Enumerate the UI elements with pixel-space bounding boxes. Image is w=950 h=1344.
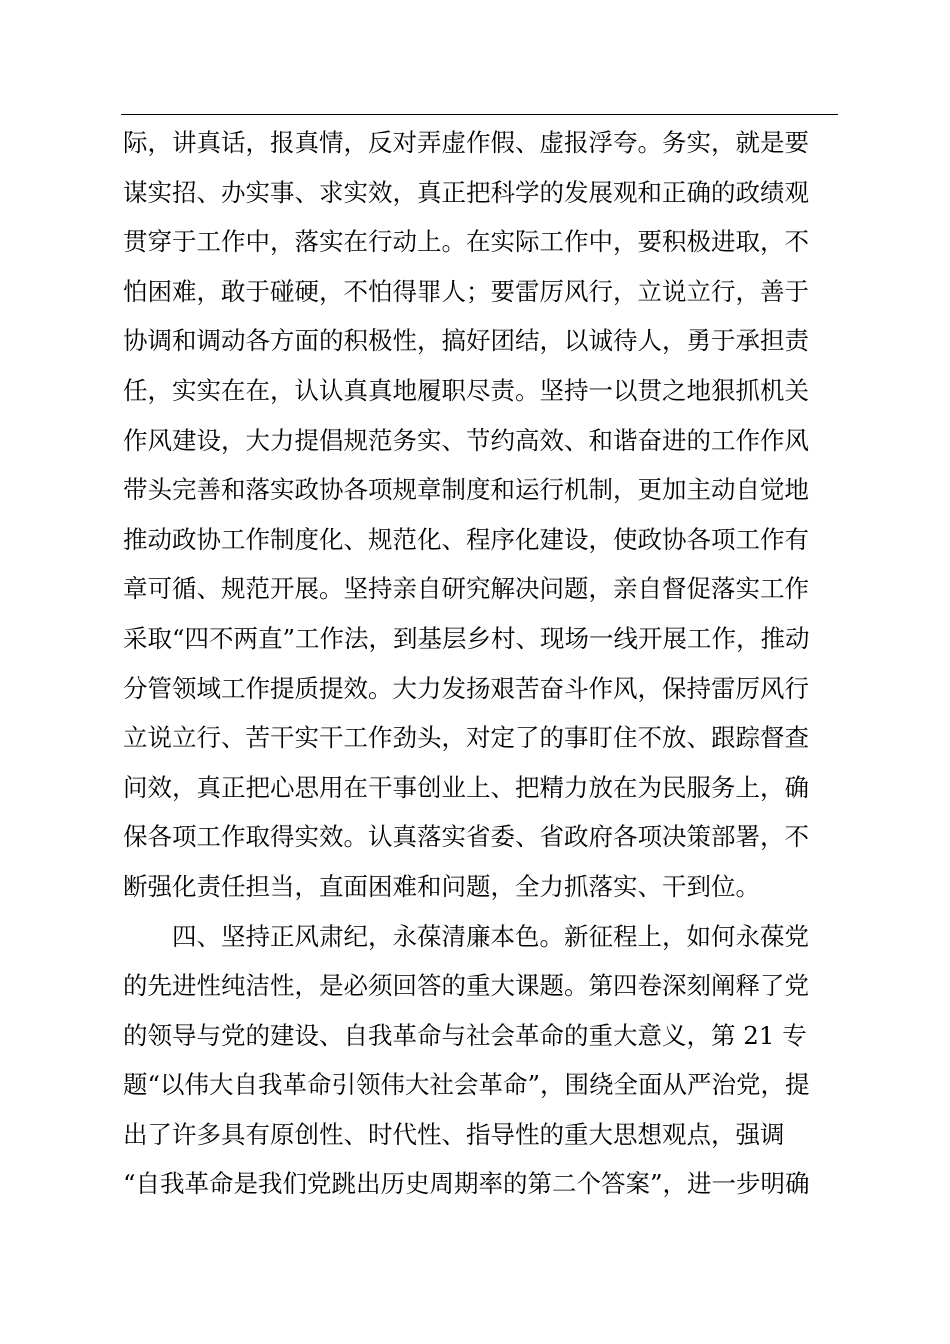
text-line: 问效，真正把心思用在干事创业上、把精力放在为民服务上，确 bbox=[123, 772, 809, 802]
text-line: 的领导与党的建设、自我革命与社会革命的重大意义，第 21 专 bbox=[123, 1020, 807, 1050]
text-line: 断强化责任担当，直面困难和问题，全力抓落实、干到位。 bbox=[123, 871, 760, 901]
text-line: 的先进性纯洁性，是必须回答的重大课题。第四卷深刻阐释了党 bbox=[123, 971, 809, 1001]
text-line: 出了许多具有原创性、时代性、指导性的重大思想观点，强调 bbox=[123, 1119, 785, 1149]
text-line: 协调和调动各方面的积极性，搞好团结，以诚待人，勇于承担责 bbox=[123, 326, 809, 356]
text-line: 四、坚持正风肃纪，永葆清廉本色。新征程上，如何永葆党 bbox=[123, 921, 809, 951]
text-line: 推动政协工作制度化、规范化、程序化建设，使政协各项工作有 bbox=[123, 524, 809, 554]
text-line: 任，实实在在，认认真真地履职尽责。坚持一以贯之地狠抓机关 bbox=[123, 375, 809, 405]
text-line: 谋实招、办实事、求实效，真正把科学的发展观和正确的政绩观 bbox=[123, 177, 809, 207]
text-line: 带头完善和落实政协各项规章制度和运行机制，更加主动自觉地 bbox=[123, 475, 809, 505]
text-line: 贯穿于工作中，落实在行动上。在实际工作中，要积极进取，不 bbox=[123, 227, 809, 257]
text-line: 采取“四不两直”工作法，到基层乡村、现场一线开展工作，推动 bbox=[123, 623, 810, 653]
text-line: “自我革命是我们党跳出历史周期率的第二个答案”，进一步明确 bbox=[123, 1169, 810, 1199]
text-line: 立说立行、苦干实干工作劲头，对定了的事盯住不放、跟踪督查 bbox=[123, 723, 809, 753]
header-rule bbox=[121, 114, 838, 115]
text-line: 保各项工作取得实效。认真落实省委、省政府各项决策部署，不 bbox=[123, 822, 809, 852]
text-line: 章可循、规范开展。坚持亲自研究解决问题，亲自督促落实工作 bbox=[123, 574, 809, 604]
text-line: 作风建设，大力提倡规范务实、节约高效、和谐奋进的工作作风 bbox=[123, 425, 809, 455]
text-line: 分管领域工作提质提效。大力发扬艰苦奋斗作风，保持雷厉风行 bbox=[123, 673, 809, 703]
text-line: 怕困难，敢于碰硬，不怕得罪人；要雷厉风行，立说立行，善于 bbox=[123, 276, 809, 306]
text-line: 际，讲真话，报真情，反对弄虚作假、虚报浮夸。务实，就是要 bbox=[123, 128, 809, 157]
text-line: 题“以伟大自我革命引领伟大社会革命”，围绕全面从严治党，提 bbox=[123, 1070, 810, 1100]
body-text bbox=[123, 118, 839, 1209]
